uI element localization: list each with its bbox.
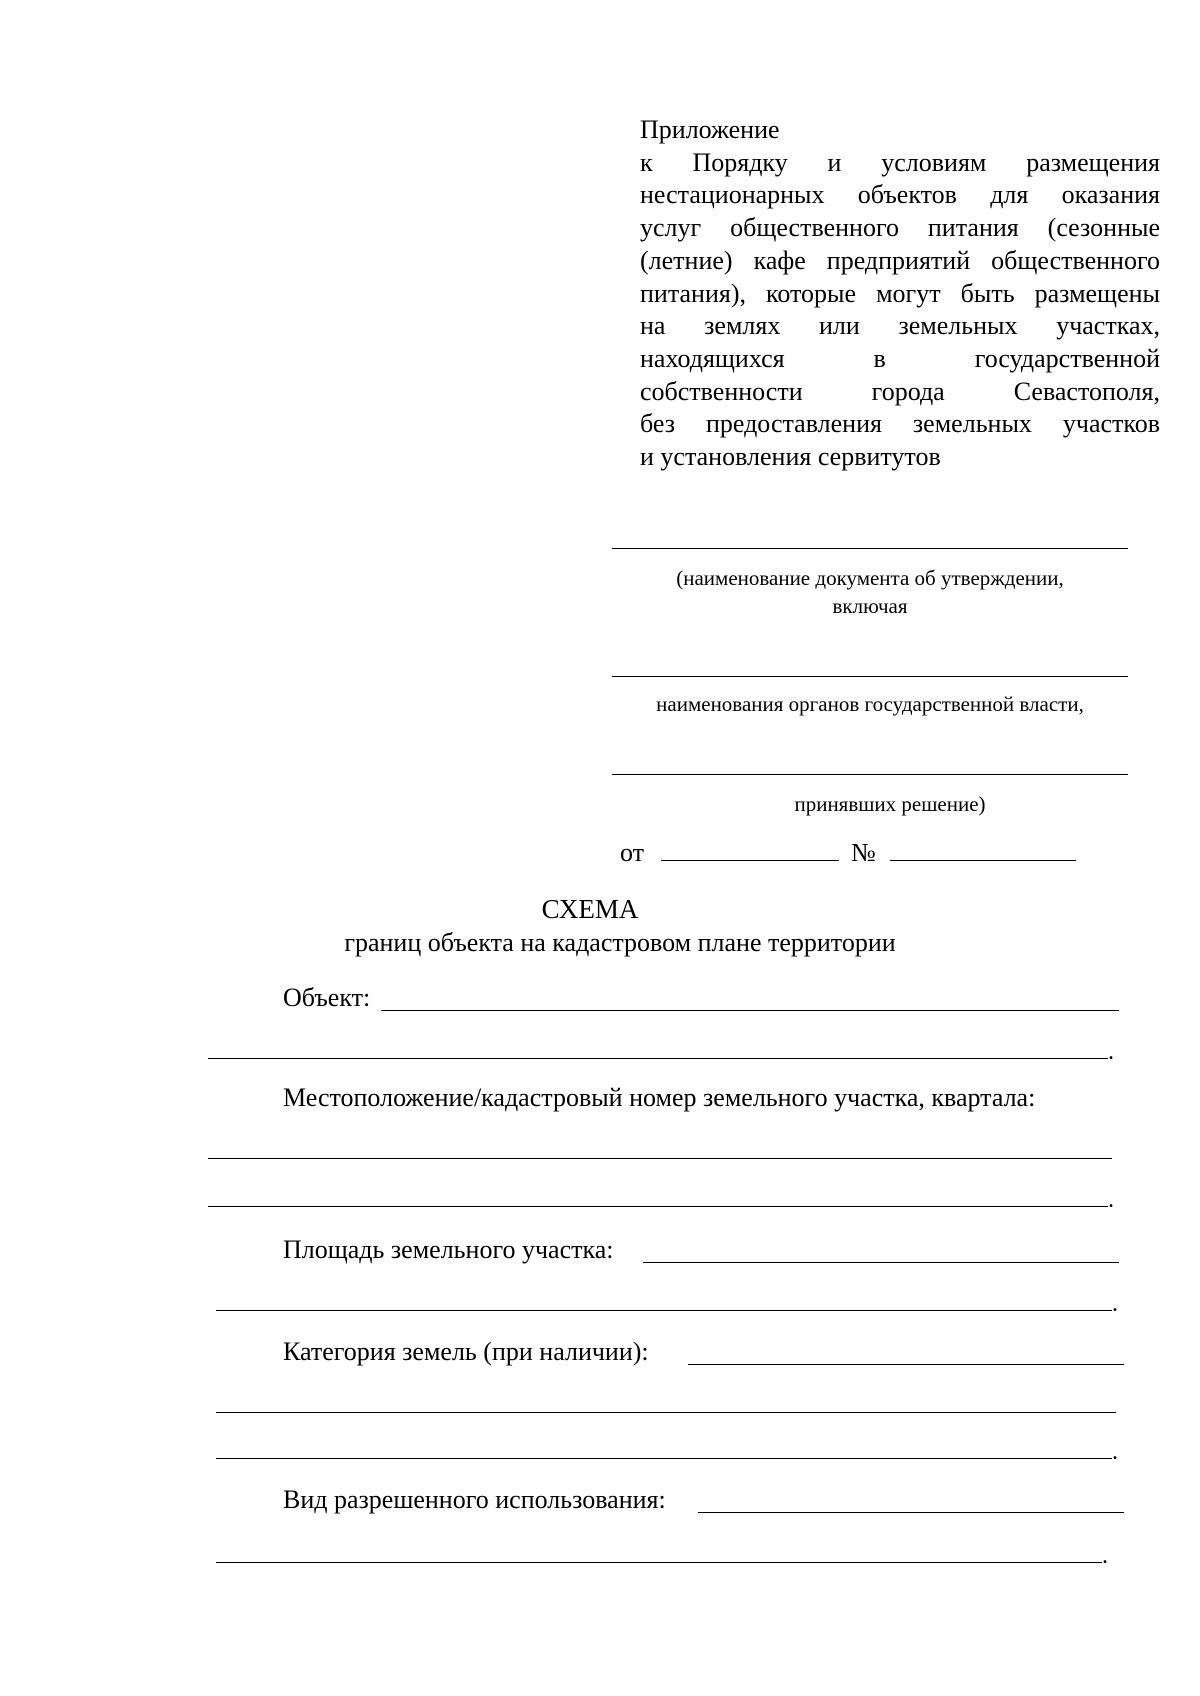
date-field[interactable] [661,840,839,861]
number-field[interactable] [890,840,1076,861]
category-field-continued[interactable] [216,1412,1116,1413]
object-field-continued[interactable] [208,1058,1108,1059]
category-field-continued[interactable] [216,1458,1112,1459]
schema-subtitle: границ объекта на кадастровом плане территории [344,928,896,957]
appendix-line: услуг общественного питания (сезонные [640,213,1160,243]
approval-date-number-line [620,837,1076,869]
appendix-line: питания), которые могут быть размещены [640,278,1160,308]
appendix-block [640,114,1160,474]
line-end-mark: . [1108,1039,1114,1065]
number-label: № [851,838,876,867]
approval-decision-rule[interactable] [612,774,1128,775]
object-label: Объект: [283,983,371,1012]
appendix-line: собственности города Севастополя, [640,376,1160,406]
approval-authority-rule[interactable] [612,676,1128,677]
appendix-line: нестационарных объектов для оказания [640,180,1160,210]
line-end-mark: . [1102,1543,1108,1569]
area-field[interactable] [643,1262,1119,1263]
appendix-line: к Порядку и условиям размещения [640,147,1160,177]
appendix-line: без предоставления земельных участков [640,409,1160,439]
appendix-line: находящихся в государственной [640,343,1160,373]
location-field-continued[interactable] [208,1206,1108,1207]
category-label: Категория земель (при наличии): [283,1337,649,1366]
approval-caption-3: принявших решение) [794,792,986,816]
permitted-use-field-continued[interactable] [216,1562,1102,1563]
approval-document-rule[interactable] [612,548,1128,549]
appendix-line: и установления сервитутов [640,442,941,472]
area-field-continued[interactable] [216,1310,1112,1311]
category-field[interactable] [688,1364,1124,1365]
permitted-use-label: Вид разрешенного использования: [283,1485,666,1514]
appendix-line: (летние) кафе предприятий общественного [640,245,1160,275]
from-label: от [620,838,645,867]
approval-caption-2: наименования органов государственной власти, [656,692,1084,716]
area-label: Площадь земельного участка: [283,1235,614,1264]
object-field[interactable] [381,1010,1119,1011]
line-end-mark: . [1112,1291,1118,1317]
schema-title: СХЕМА [541,894,639,924]
appendix-line: на землях или земельных участках, [640,311,1160,341]
appendix-heading: Приложение [640,115,780,144]
line-end-mark: . [1112,1439,1118,1465]
permitted-use-field[interactable] [698,1512,1124,1513]
line-end-mark: . [1108,1187,1114,1213]
location-field[interactable] [208,1158,1112,1159]
approval-caption-1: (наименование документа об утверждении, включая [676,566,1064,618]
location-label: Местоположение/кадастровый номер земельного участка, квартала: [283,1083,1036,1112]
